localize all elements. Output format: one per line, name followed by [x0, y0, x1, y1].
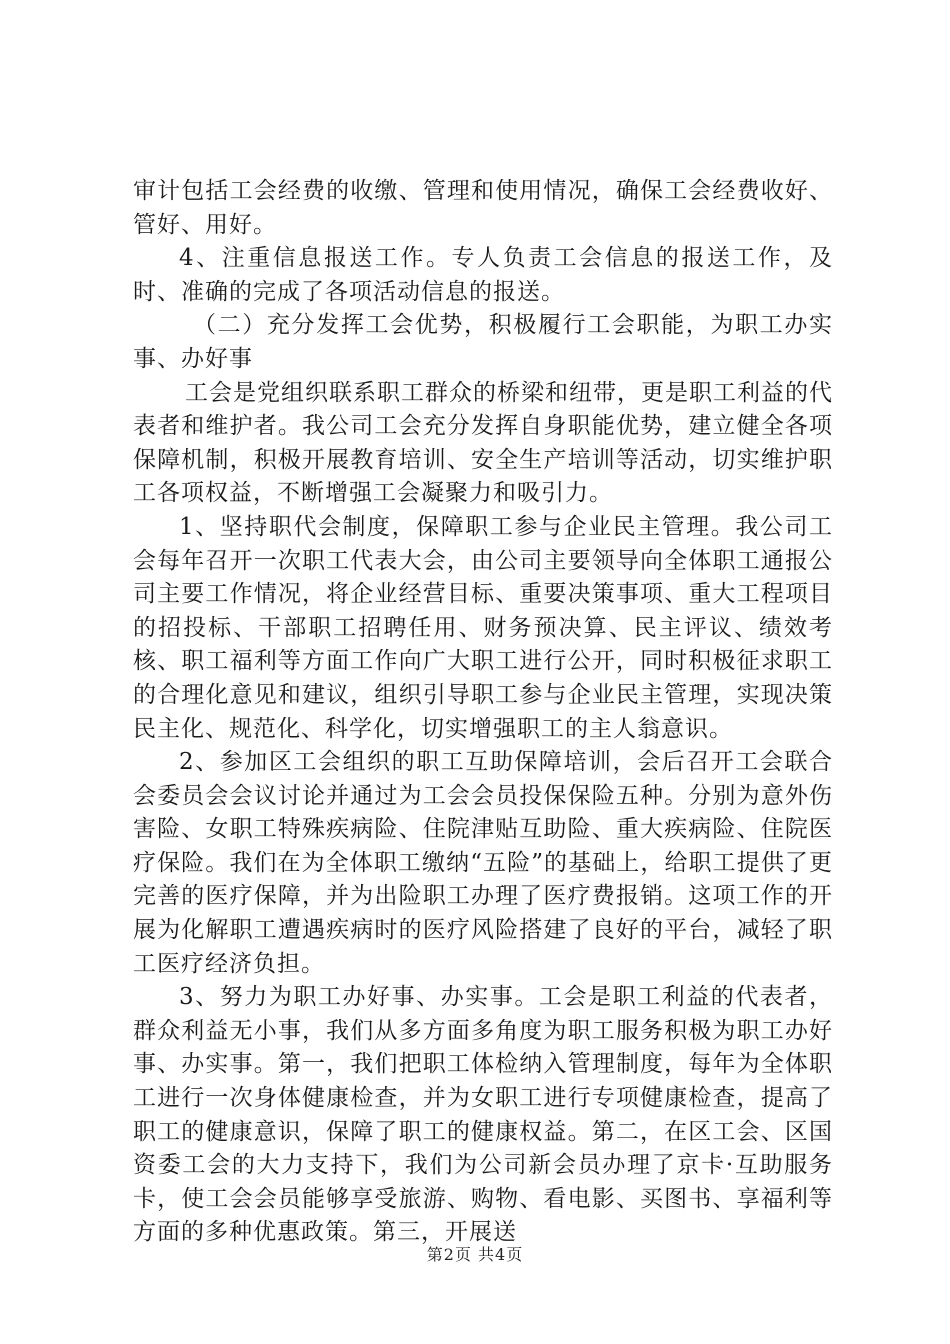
section-heading-2: （二）充分发挥工会优势，积极履行工会职能，为职工办实事、办好事 — [133, 312, 833, 372]
document-body — [133, 175, 833, 1250]
paragraph-item-3-practical-matters: 3、努力为职工办好事、办实事。工会是职工利益的代表者，群众利益无小事，我们从多方面多角度为职工服务积极为职工办好事、办实事。第一，我们把职工体检纳入管理制度，每年为全体职工进行一次身体健康检查，并为女职工进行专项健康检查，提高了职工的健康意识，保障了职工的健康权益。第二，在区工会、区国资委工会的大力支持下，我们为公司新会员办理了京卡·互助服务卡，使工会会员能够享受旅游、购物、看电影、买图书、享福利等方面的多种优惠政策。第三，开展送 — [133, 984, 833, 1246]
page-footer — [0, 1242, 950, 1265]
paragraph-item-2-mutual-insurance: 2、参加区工会组织的职工互助保障培训，会后召开工会联合会委员会会议讨论并通过为工会会员投保保险五种。分别为意外伤害险、女职工特殊疾病险、住院津贴互助险、重大疾病险、住院医疗保险。我们在为全体职工缴纳“五险”的基础上，给职工提供了更完善的医疗保障，并为出险职工办理了医疗费报销。这项工作的开展为化解职工遭遇疾病时的医疗风险搭建了良好的平台，减轻了职工医疗经济负担。 — [133, 749, 833, 977]
page-number: 第2页 共4页 — [426, 1245, 524, 1264]
paragraph-item-4-info-reporting: 4、注重信息报送工作。专人负责工会信息的报送工作，及时、准确的完成了各项活动信息的报送。 — [133, 245, 833, 305]
paragraph-union-role: 工会是党组织联系职工群众的桥梁和纽带，更是职工利益的代表者和维护者。我公司工会充分发挥自身职能优势，建立健全各项保障机制，积极开展教育培训、安全生产培训等活动，切实维护职工各项权益，不断增强工会凝聚力和吸引力。 — [133, 379, 833, 507]
paragraph-item-1-congress-system: 1、坚持职代会制度，保障职工参与企业民主管理。我公司工会每年召开一次职工代表大会，由公司主要领导向全体职工通报公司主要工作情况，将企业经营目标、重要决策事项、重大工程项目的招投标、干部职工招聘任用、财务预决算、民主评议、绩效考核、职工福利等方面工作向广大职工进行公开，同时积极征求职工的合理化意见和建议，组织引导职工参与企业民主管理，实现决策民主化、规范化、科学化，切实增强职工的主人翁意识。 — [133, 513, 833, 742]
paragraph-audit-continuation: 审计包括工会经费的收缴、管理和使用情况，确保工会经费收好、管好、用好。 — [133, 178, 833, 238]
